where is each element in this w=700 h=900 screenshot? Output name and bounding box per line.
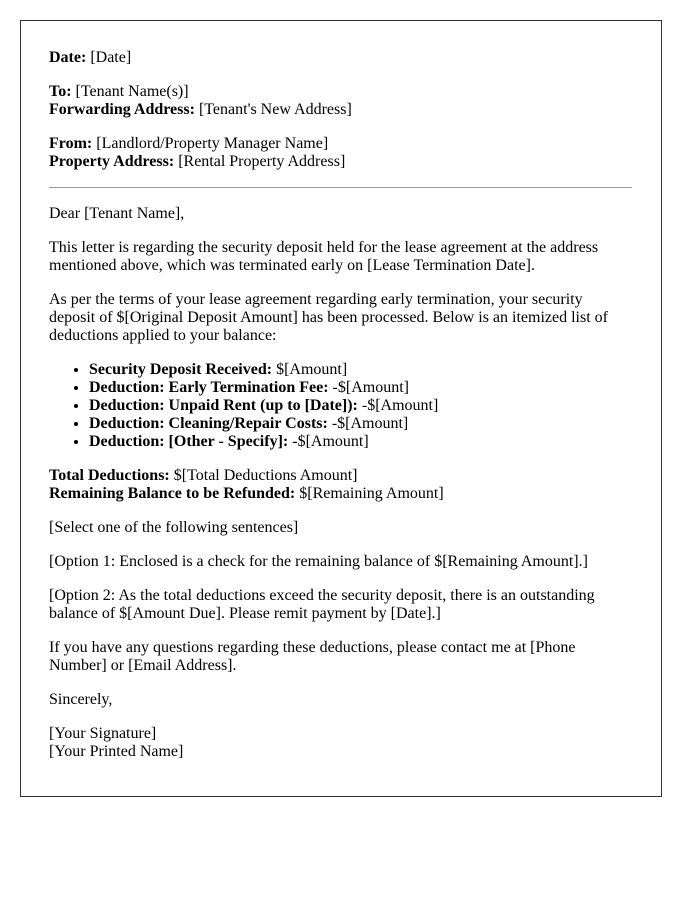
deduction-label: Deduction: Unpaid Rent (up to [Date]): <box>89 397 358 414</box>
date-value: [Date] <box>90 49 132 66</box>
intro-paragraph: This letter is regarding the security deposit held for the lease agreement at the address mentioned above, which was terminated early on [Lease Termination Date]. <box>49 239 599 274</box>
to-label: To: <box>49 83 72 100</box>
deduction-label: Deduction: Early Termination Fee: <box>89 379 329 396</box>
contact-paragraph: If you have any questions regarding these deductions, please contact me at [Phone Number] or [Email Address]. <box>49 639 576 674</box>
date-line <box>49 49 632 67</box>
deduction-label: Security Deposit Received: <box>89 361 273 378</box>
option-2-paragraph: [Option 2: As the total deductions exceed the security deposit, there is an outstanding balance of $[Amount Due]. Please remit payment by [Date].] <box>49 587 595 622</box>
totals-block <box>49 467 632 503</box>
option-1-paragraph: [Option 1: Enclosed is a check for the remaining balance of $[Remaining Amount].] <box>49 553 588 570</box>
signature: [Your Signature] <box>49 725 157 742</box>
from-value: [Landlord/Property Manager Name] <box>96 135 329 152</box>
property-address-value: [Rental Property Address] <box>178 153 346 170</box>
deduction-value: -$[Amount] <box>292 433 369 450</box>
property-address-label: Property Address: <box>49 153 175 170</box>
recipient-block <box>49 83 632 119</box>
deduction-value: -$[Amount] <box>361 397 439 414</box>
forwarding-address-label: Forwarding Address: <box>49 101 195 118</box>
letter-document <box>20 20 662 797</box>
header-divider <box>49 187 632 188</box>
deduction-label: Deduction: [Other - Specify]: <box>89 433 289 450</box>
signature-block <box>49 725 632 761</box>
date-label: Date: <box>49 49 87 66</box>
forwarding-address-value: [Tenant's New Address] <box>198 101 352 118</box>
deductions-list <box>49 361 632 451</box>
list-item <box>89 415 632 433</box>
list-item <box>89 397 632 415</box>
total-deductions-label: Total Deductions: <box>49 467 170 484</box>
remaining-balance-value: $[Remaining Amount] <box>299 485 444 502</box>
list-item <box>89 361 632 379</box>
total-deductions-value: $[Total Deductions Amount] <box>173 467 358 484</box>
remaining-balance-label: Remaining Balance to be Refunded: <box>49 485 296 502</box>
deduction-label: Deduction: Cleaning/Repair Costs: <box>89 415 328 432</box>
deduction-value: -$[Amount] <box>331 415 409 432</box>
deduction-value: $[Amount] <box>276 361 348 378</box>
list-item <box>89 379 632 397</box>
salutation: Dear [Tenant Name], <box>49 205 185 222</box>
printed-name: [Your Printed Name] <box>49 743 184 760</box>
terms-paragraph: As per the terms of your lease agreement regarding early termination, your security deposit of $[Original Deposit Amount] has been processed. Below is an itemized list of deductions applied to your balance: <box>49 291 608 344</box>
valediction: Sincerely, <box>49 691 113 708</box>
sender-block <box>49 135 632 171</box>
to-value: [Tenant Name(s)] <box>75 83 189 100</box>
from-label: From: <box>49 135 93 152</box>
select-instruction: [Select one of the following sentences] <box>49 519 299 536</box>
deduction-value: -$[Amount] <box>332 379 409 396</box>
list-item <box>89 433 632 451</box>
